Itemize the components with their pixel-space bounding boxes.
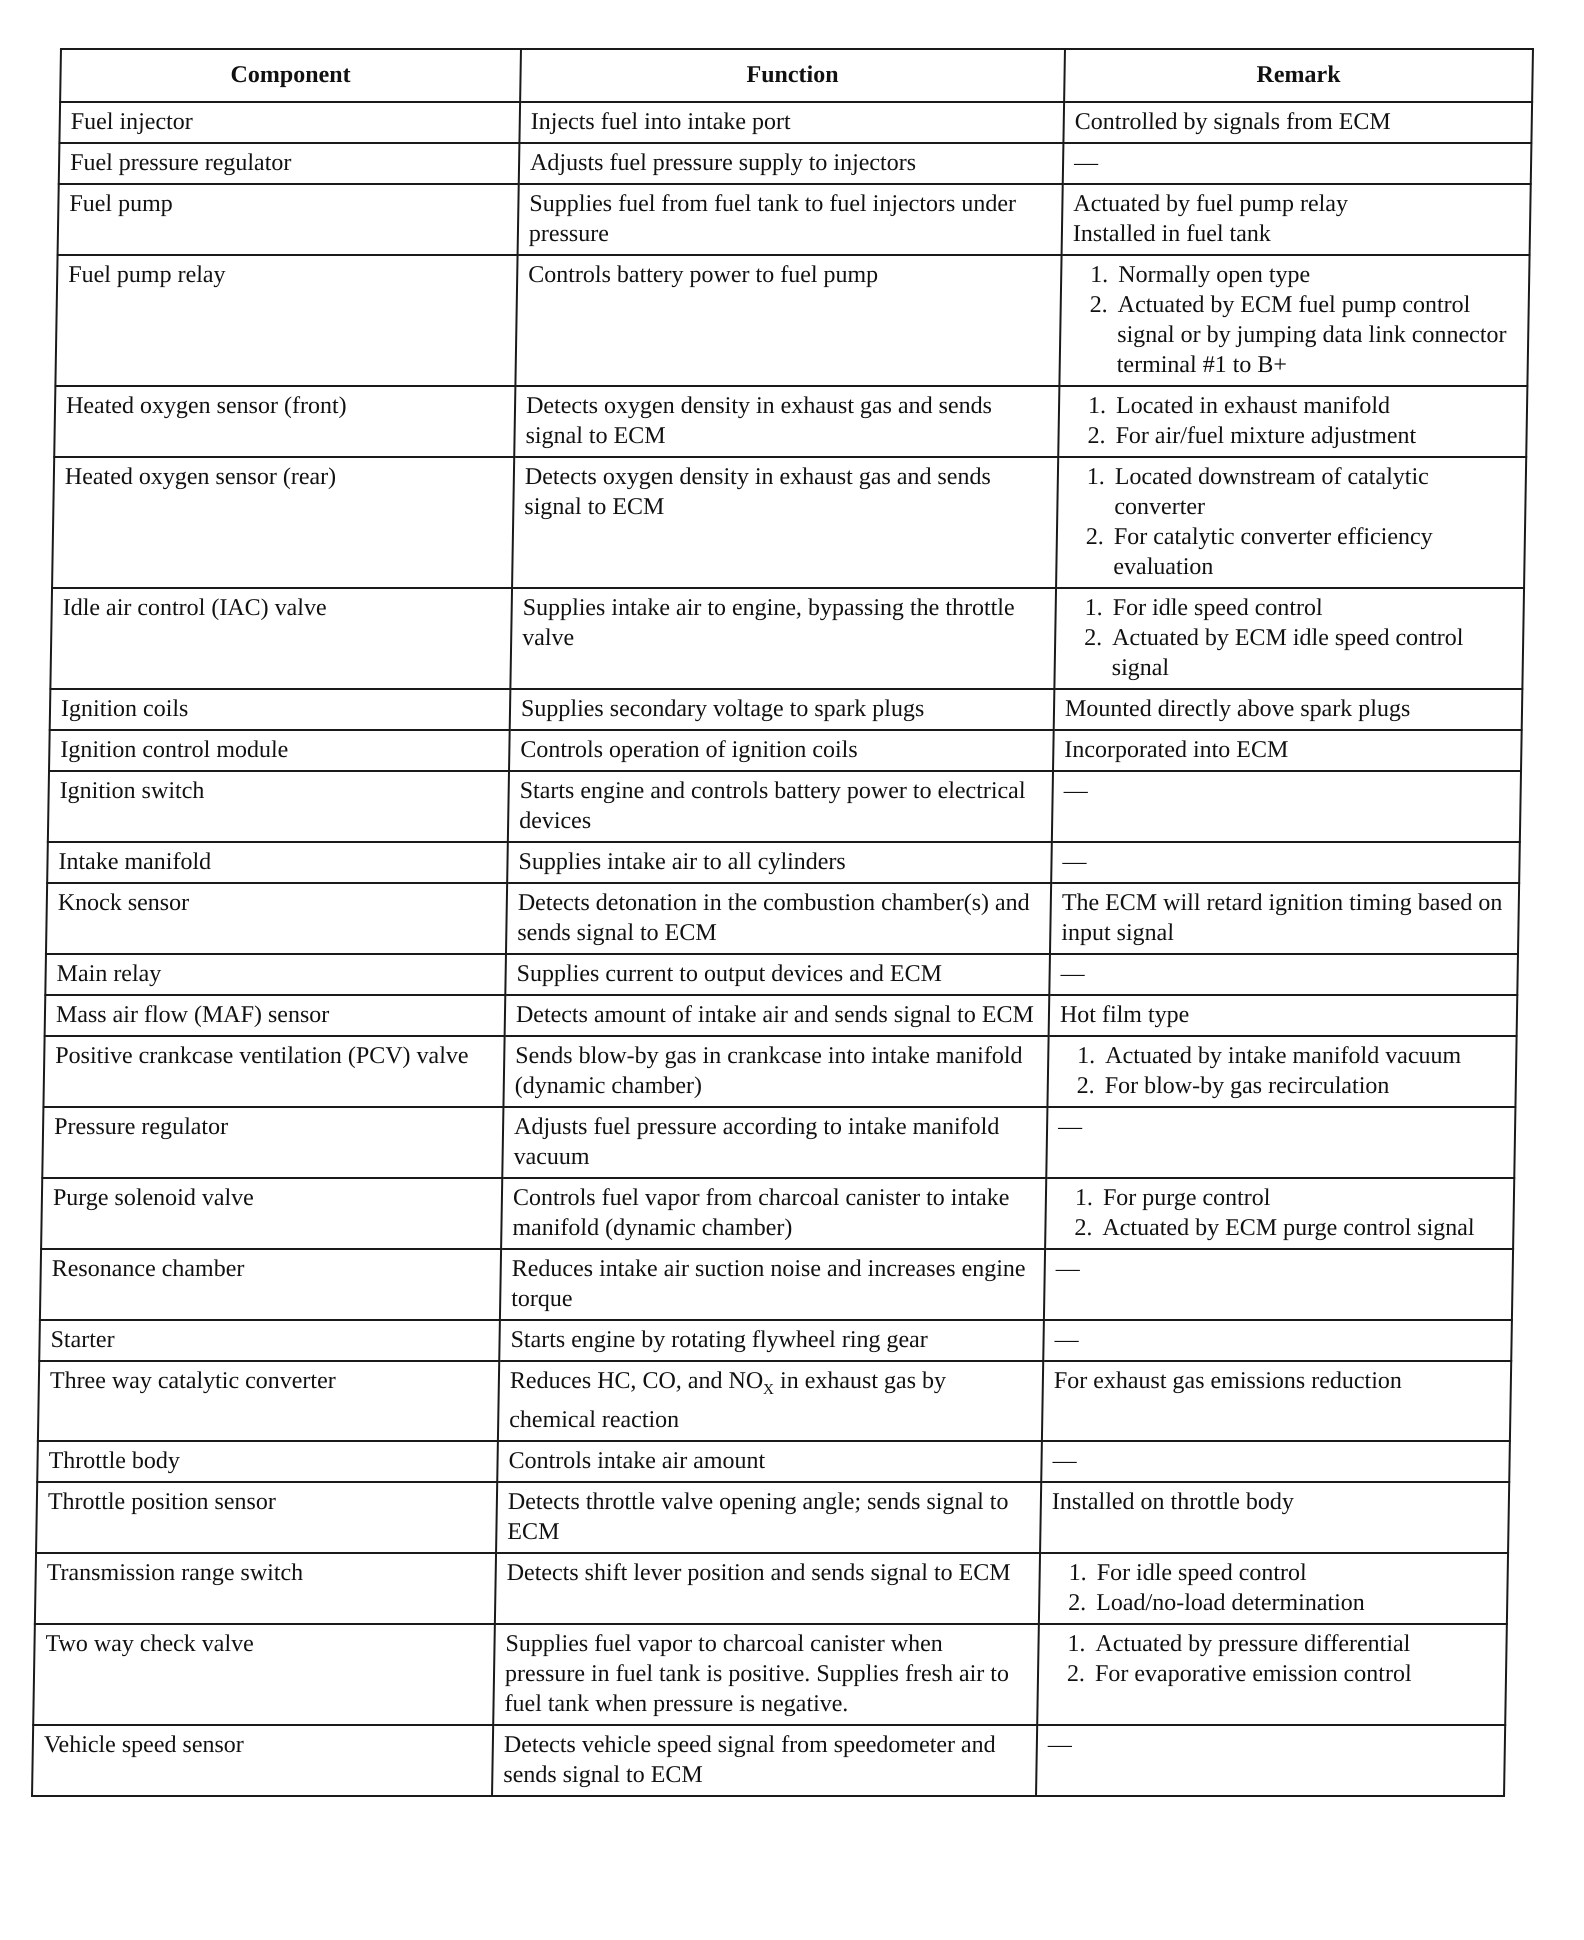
component-function-table — [31, 48, 1534, 1797]
component-cell: Idle air control (IAC) valve — [50, 588, 512, 689]
function-cell — [498, 1361, 1043, 1441]
component-cell: Throttle body — [37, 1441, 498, 1482]
remark-line: Installed in fuel tank — [1072, 221, 1272, 247]
component-cell: Mass air flow (MAF) sensor — [45, 995, 506, 1036]
function-cell: Detects oxygen density in exhaust gas and sends signal to ECM — [512, 457, 1058, 588]
remark-cell — [1062, 184, 1531, 255]
component-cell: Heated oxygen sensor (front) — [54, 386, 515, 457]
component-cell: Knock sensor — [46, 883, 507, 954]
table-row — [45, 995, 1518, 1036]
function-cell: Controls fuel vapor from charcoal canister to intake manifold (dynamic chamber) — [501, 1178, 1046, 1249]
remark-cell — [1054, 588, 1524, 689]
table-row — [40, 1249, 1513, 1320]
remark-list-item: 2. Load/no-load determination — [1092, 1588, 1496, 1618]
remark-list-item: 2. Actuated by ECM purge control signal — [1098, 1213, 1502, 1243]
component-cell: Fuel pump relay — [55, 255, 517, 386]
function-cell: Supplies intake air to all cylinders — [507, 842, 1052, 883]
function-cell: Supplies fuel from fuel tank to fuel injectors under pressure — [518, 184, 1063, 255]
component-cell: Throttle position sensor — [36, 1482, 497, 1553]
function-cell: Adjusts fuel pressure according to intake manifold vacuum — [502, 1107, 1047, 1178]
component-cell: Starter — [39, 1320, 500, 1361]
remark-line: Actuated by fuel pump relay — [1073, 191, 1349, 217]
table-body — [32, 102, 1532, 1796]
remark-list-item: 1. Normally open type — [1114, 260, 1518, 290]
header-function: Function — [520, 49, 1065, 102]
table-header-row — [60, 49, 1533, 102]
function-cell: Starts engine by rotating flywheel ring gear — [499, 1320, 1044, 1361]
remark-list — [1067, 462, 1515, 582]
remark-cell — [1037, 1624, 1507, 1725]
component-cell: Fuel injector — [59, 102, 520, 143]
component-cell: Main relay — [45, 954, 506, 995]
function-cell: Supplies intake air to engine, bypassing the throttle valve — [510, 588, 1056, 689]
function-cell: Detects oxygen density in exhaust gas and sends signal to ECM — [514, 386, 1059, 457]
remark-cell — [1045, 1178, 1514, 1249]
table-row — [54, 386, 1527, 457]
function-text: Reduces HC, CO, and NO — [509, 1368, 764, 1394]
table-row — [50, 689, 1523, 730]
remark-cell: Hot film type — [1049, 995, 1518, 1036]
table-row — [59, 143, 1532, 184]
component-cell: Fuel pump — [58, 184, 519, 255]
function-cell: Reduces intake air suction noise and increases engine torque — [500, 1249, 1045, 1320]
remark-cell — [1039, 1553, 1508, 1624]
table-row — [50, 588, 1524, 689]
table-row — [47, 842, 1520, 883]
remark-dash: — — [1043, 1320, 1512, 1361]
component-cell: Pressure regulator — [42, 1107, 503, 1178]
table-row — [38, 1361, 1511, 1441]
remark-list-item: 1. Actuated by pressure differential — [1091, 1629, 1495, 1659]
component-reference-document — [31, 48, 1532, 1797]
table-row — [42, 1107, 1515, 1178]
remark-list — [1070, 260, 1518, 380]
remark-list-item: 2. Actuated by ECM idle speed control signal — [1107, 623, 1512, 683]
remark-list-item: 1. Located downstream of catalytic converter — [1110, 462, 1515, 522]
table-row — [46, 883, 1519, 954]
table-row — [41, 1178, 1514, 1249]
remark-list — [1059, 1041, 1506, 1101]
remark-dash: — — [1051, 842, 1520, 883]
function-cell: Supplies current to output devices and ECM — [505, 954, 1050, 995]
table-row — [32, 1725, 1505, 1796]
remark-cell — [1056, 457, 1526, 588]
component-cell: Ignition switch — [48, 771, 509, 842]
function-cell: Supplies fuel vapor to charcoal canister when pressure in fuel tank is positive. Supplies fresh air to fuel tank when pressure is negative. — [493, 1624, 1039, 1725]
remark-cell: Mounted directly above spark plugs — [1054, 689, 1523, 730]
function-cell: Detects vehicle speed signal from speedometer and sends signal to ECM — [492, 1725, 1037, 1796]
remark-cell: For exhaust gas emissions reduction — [1042, 1361, 1511, 1441]
remark-dash: — — [1063, 143, 1532, 184]
function-cell: Controls intake air amount — [497, 1441, 1042, 1482]
table-row — [36, 1482, 1509, 1553]
function-cell: Sends blow-by gas in crankcase into intake manifold (dynamic chamber) — [503, 1036, 1048, 1107]
table-row — [43, 1036, 1516, 1107]
remark-list-item: 1. For idle speed control — [1108, 593, 1512, 623]
remark-list-item: 1. For idle speed control — [1092, 1558, 1496, 1588]
remark-list-item: 2. For catalytic converter efficiency evaluation — [1109, 522, 1514, 582]
remark-dash: — — [1049, 954, 1518, 995]
table-row — [59, 102, 1532, 143]
function-cell: Detects shift lever position and sends signal to ECM — [495, 1553, 1040, 1624]
function-subscript: X — [762, 1381, 775, 1398]
remark-list-item: 2. For evaporative emission control — [1091, 1659, 1495, 1689]
remark-list — [1049, 1629, 1496, 1689]
component-cell: Purge solenoid valve — [41, 1178, 502, 1249]
component-cell: Two way check valve — [33, 1624, 495, 1725]
remark-dash: — — [1044, 1249, 1513, 1320]
remark-cell: Installed on throttle body — [1040, 1482, 1509, 1553]
table-row — [58, 184, 1531, 255]
table-row — [45, 954, 1518, 995]
remark-dash: — — [1036, 1725, 1505, 1796]
remark-list-item: 1. Actuated by intake manifold vacuum — [1101, 1041, 1505, 1071]
function-cell: Controls battery power to fuel pump — [515, 255, 1061, 386]
remark-list — [1065, 593, 1512, 683]
remark-dash: — — [1041, 1441, 1510, 1482]
function-cell: Controls operation of ignition coils — [509, 730, 1054, 771]
function-cell: Starts engine and controls battery power to electrical devices — [508, 771, 1053, 842]
remark-cell: The ECM will retard ignition timing based on input signal — [1050, 883, 1519, 954]
table-row — [55, 255, 1529, 386]
table-row — [39, 1320, 1512, 1361]
table-row — [49, 730, 1522, 771]
function-cell: Injects fuel into intake port — [519, 102, 1064, 143]
remark-cell: Controlled by signals from ECM — [1063, 102, 1532, 143]
component-cell: Resonance chamber — [40, 1249, 501, 1320]
remark-list-item: 2. For air/fuel mixture adjustment — [1111, 421, 1515, 451]
remark-cell — [1047, 1036, 1516, 1107]
function-cell: Detects amount of intake air and sends signal to ECM — [505, 995, 1050, 1036]
component-cell: Three way catalytic converter — [38, 1361, 499, 1441]
remark-cell: Incorporated into ECM — [1053, 730, 1522, 771]
remark-list-item: 1. Located in exhaust manifold — [1112, 391, 1516, 421]
table-row — [48, 771, 1521, 842]
header-remark: Remark — [1064, 49, 1533, 102]
table-row — [52, 457, 1526, 588]
component-cell: Heated oxygen sensor (rear) — [52, 457, 514, 588]
component-cell: Fuel pressure regulator — [59, 143, 520, 184]
component-cell: Positive crankcase ventilation (PCV) valve — [43, 1036, 504, 1107]
remark-dash: — — [1046, 1107, 1515, 1178]
remark-list-item: 1. For purge control — [1099, 1183, 1503, 1213]
remark-list — [1056, 1183, 1503, 1243]
component-cell: Ignition control module — [49, 730, 510, 771]
remark-cell — [1059, 255, 1529, 386]
header-component: Component — [60, 49, 521, 102]
table-row — [33, 1624, 1507, 1725]
component-cell: Ignition coils — [50, 689, 511, 730]
remark-list-item: 2. For blow-by gas recirculation — [1101, 1071, 1505, 1101]
function-cell: Supplies secondary voltage to spark plugs — [510, 689, 1055, 730]
function-text: in exhaust gas by chemical reaction — [509, 1368, 947, 1433]
remark-list-item: 2. Actuated by ECM fuel pump control signal or by jumping data link connector terminal #1 to B+ — [1112, 290, 1517, 380]
table-row — [37, 1441, 1510, 1482]
table-row — [35, 1553, 1508, 1624]
component-cell: Transmission range switch — [35, 1553, 496, 1624]
remark-list — [1050, 1558, 1497, 1618]
remark-list — [1069, 391, 1516, 451]
function-cell: Adjusts fuel pressure supply to injectors — [519, 143, 1064, 184]
remark-cell — [1058, 386, 1527, 457]
function-cell: Detects throttle valve opening angle; sends signal to ECM — [496, 1482, 1041, 1553]
remark-dash: — — [1052, 771, 1521, 842]
component-cell: Intake manifold — [47, 842, 508, 883]
function-cell: Detects detonation in the combustion chamber(s) and sends signal to ECM — [506, 883, 1051, 954]
component-cell: Vehicle speed sensor — [32, 1725, 493, 1796]
